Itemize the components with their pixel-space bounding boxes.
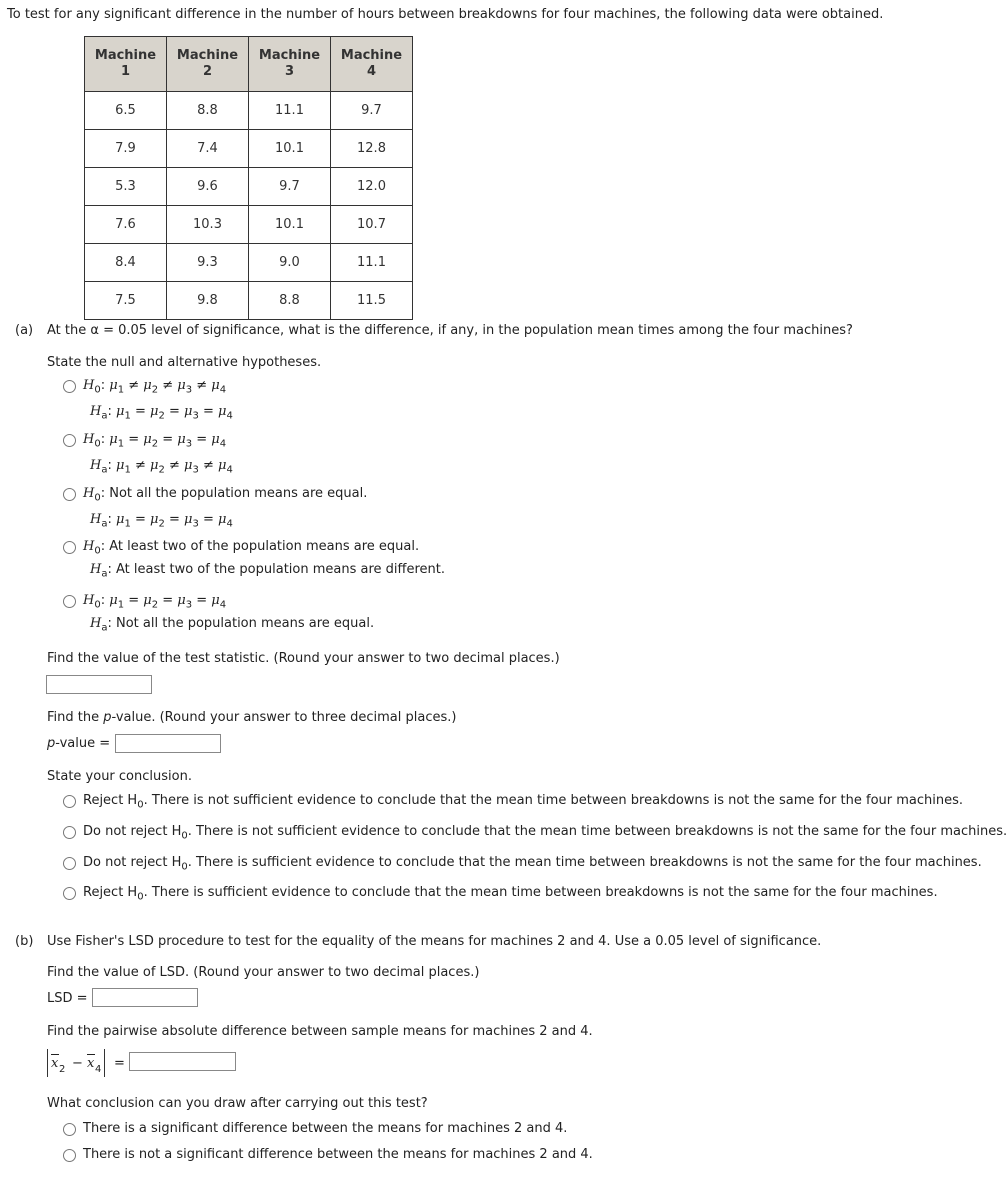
lsd-conclusion-option-1-radio[interactable]	[63, 1123, 76, 1136]
conclusion-option-1-radio[interactable]	[63, 795, 76, 808]
hypothesis-option-3-radio[interactable]	[63, 488, 76, 501]
hypothesis-option-1-ha: $H_a$: $\mu_1 = \mu_2 = \mu_3 = \mu_4$	[90, 404, 233, 422]
part-b-label: (b)	[15, 934, 34, 949]
p-value-input[interactable]	[115, 734, 221, 753]
hypothesis-option-5-ha: $H_a$: Not all the population means are equal.	[90, 616, 375, 634]
table-cell: 8.4	[85, 244, 167, 282]
conclusion-option-4-radio[interactable]	[63, 887, 76, 900]
test-statistic-prompt: Find the value of the test statistic. (Round your answer to two decimal places.)	[47, 651, 560, 666]
table-cell: 5.3	[85, 168, 167, 206]
table-cell: 6.5	[85, 92, 167, 130]
hypothesis-option-1-h0: $H_0$: $\mu_1 \ne \mu_2 \ne \mu_3 \ne \mu_4$	[83, 378, 227, 396]
table-row	[85, 168, 413, 206]
intro-text: To test for any significant difference in the number of hours between breakdowns for four machines, the following data were obtained.	[7, 7, 884, 22]
lsd-conclusion-option-2-radio[interactable]	[63, 1149, 76, 1162]
hypothesis-option-4-h0: $H_0$: At least two of the population means are equal.	[83, 539, 420, 557]
table-cell: 9.8	[167, 282, 249, 320]
lsd-conclusion-option-1-label: There is a significant difference between the means for machines 2 and 4.	[83, 1121, 568, 1136]
hypothesis-option-5-radio[interactable]	[63, 595, 76, 608]
table-cell: 9.7	[249, 168, 331, 206]
hypothesis-option-4-radio[interactable]	[63, 541, 76, 554]
table-cell: 9.3	[167, 244, 249, 282]
hypothesis-option-1-radio[interactable]	[63, 380, 76, 393]
lsd-conclusion-prompt: What conclusion can you draw after carrying out this test?	[47, 1096, 428, 1111]
hypothesis-option-2-h0: $H_0$: $\mu_1 = \mu_2 = \mu_3 = \mu_4$	[83, 432, 227, 450]
hypothesis-option-2-ha: $H_a$: $\mu_1 \ne \mu_2 \ne \mu_3 \ne \mu_4$	[90, 458, 233, 476]
pairwise-difference-prompt: Find the pairwise absolute difference between sample means for machines 2 and 4.	[47, 1024, 593, 1039]
table-row	[85, 130, 413, 168]
table-row	[85, 206, 413, 244]
table-cell: 7.9	[85, 130, 167, 168]
hypotheses-prompt: State the null and alternative hypotheses.	[47, 355, 322, 370]
conclusion-prompt: State your conclusion.	[47, 769, 192, 784]
pairwise-difference-input[interactable]	[129, 1052, 236, 1071]
part-b-question: Use Fisher's LSD procedure to test for the equality of the means for machines 2 and 4. Use a 0.05 level of significance.	[47, 934, 822, 949]
table-cell: 8.8	[167, 92, 249, 130]
part-a-question: At the α = 0.05 level of significance, what is the difference, if any, in the population mean times among the four machines?	[47, 323, 853, 338]
conclusion-option-2-label: Do not reject $H_0$. There is not sufficient evidence to conclude that the mean time between breakdowns is not the same for the four machines.	[83, 824, 1007, 842]
table-cell: 9.6	[167, 168, 249, 206]
lsd-input[interactable]	[92, 988, 198, 1007]
column-header-machine-3: Machine 3	[249, 37, 331, 92]
p-value-label: p-value =	[47, 736, 111, 751]
table-cell: 8.8	[249, 282, 331, 320]
conclusion-option-3-radio[interactable]	[63, 857, 76, 870]
table-cell: 7.4	[167, 130, 249, 168]
table-cell: 10.3	[167, 206, 249, 244]
table-cell: 11.1	[331, 244, 413, 282]
part-a-label: (a)	[15, 323, 34, 338]
conclusion-option-4-label: Reject $H_0$. There is sufficient evidence to conclude that the mean time between breakdowns is not the same for the four machines.	[83, 885, 938, 903]
table-row	[85, 244, 413, 282]
column-header-machine-4: Machine 4	[331, 37, 413, 92]
table-cell: 10.1	[249, 130, 331, 168]
table-cell: 10.1	[249, 206, 331, 244]
table-cell: 12.8	[331, 130, 413, 168]
conclusion-option-1-label: Reject $H_0$. There is not sufficient evidence to conclude that the mean time between breakdowns is not the same for the four machines.	[83, 793, 964, 811]
conclusion-option-2-radio[interactable]	[63, 826, 76, 839]
machine-data-table	[84, 36, 413, 320]
table-row	[85, 92, 413, 130]
table-cell: 9.7	[331, 92, 413, 130]
table-cell: 7.5	[85, 282, 167, 320]
table-cell: 11.1	[249, 92, 331, 130]
lsd-prompt: Find the value of LSD. (Round your answer to two decimal places.)	[47, 965, 480, 980]
hypothesis-option-3-h0: $H_0$: Not all the population means are equal.	[83, 486, 368, 504]
hypothesis-option-5-h0: $H_0$: $\mu_1 = \mu_2 = \mu_3 = \mu_4$	[83, 593, 227, 611]
lsd-label: LSD =	[47, 991, 88, 1006]
lsd-conclusion-option-2-label: There is not a significant difference between the means for machines 2 and 4.	[83, 1147, 593, 1162]
column-header-machine-2: Machine 2	[167, 37, 249, 92]
p-value-prompt: Find the p-value. (Round your answer to three decimal places.)	[47, 710, 457, 725]
table-row	[85, 282, 413, 320]
table-cell: 11.5	[331, 282, 413, 320]
table-cell: 7.6	[85, 206, 167, 244]
conclusion-option-3-label: Do not reject $H_0$. There is sufficient evidence to conclude that the mean time between breakdowns is not the same for the four machines.	[83, 855, 982, 873]
test-statistic-input[interactable]	[46, 675, 152, 694]
hypothesis-option-4-ha: $H_a$: At least two of the population means are different.	[90, 562, 445, 580]
column-header-machine-1: Machine 1	[85, 37, 167, 92]
table-cell: 10.7	[331, 206, 413, 244]
hypothesis-option-2-radio[interactable]	[63, 434, 76, 447]
hypothesis-option-3-ha: $H_a$: $\mu_1 = \mu_2 = \mu_3 = \mu_4$	[90, 512, 233, 530]
table-cell: 9.0	[249, 244, 331, 282]
table-cell: 12.0	[331, 168, 413, 206]
